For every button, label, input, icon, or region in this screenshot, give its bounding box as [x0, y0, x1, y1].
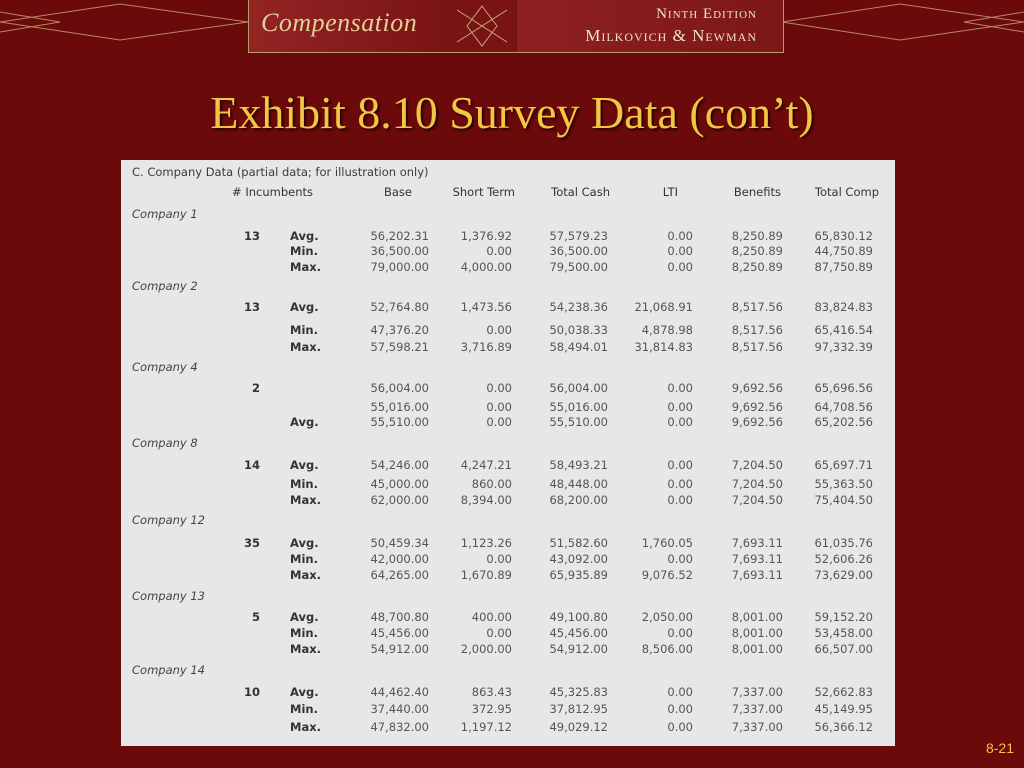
table-cell: 1,376.92 — [460, 229, 512, 243]
company-label: Company 2 — [132, 279, 198, 293]
table-cell: 79,000.00 — [370, 260, 429, 274]
table-cell: 1,760.05 — [641, 536, 693, 550]
table-cell: 45,000.00 — [370, 477, 429, 491]
table-cell: 8,517.56 — [731, 323, 783, 337]
table-cell: 2,050.00 — [641, 610, 693, 624]
company-label: Company 4 — [132, 360, 198, 374]
table-cell: 48,448.00 — [549, 477, 608, 491]
table-cell: 68,200.00 — [549, 493, 608, 507]
statistic-label: Max. — [290, 340, 321, 354]
table-cell: 31,814.83 — [634, 340, 693, 354]
table-cell: 52,764.80 — [370, 300, 429, 314]
table-cell: 42,000.00 — [370, 552, 429, 566]
table-cell: 97,332.39 — [814, 340, 873, 354]
incumbents-count: 2 — [251, 381, 260, 395]
statistic-label: Max. — [290, 568, 321, 582]
table-cell: 0.00 — [667, 400, 693, 414]
table-cell: 4,878.98 — [641, 323, 693, 337]
incumbents-count: 5 — [251, 610, 260, 624]
table-section-title: C. Company Data (partial data; for illustration only) — [132, 165, 429, 179]
table-cell: 9,076.52 — [641, 568, 693, 582]
column-header-total-cash: Total Cash — [551, 185, 610, 199]
table-cell: 1,123.26 — [460, 536, 512, 550]
table-cell: 59,152.20 — [814, 610, 873, 624]
table-cell: 45,456.00 — [370, 626, 429, 640]
table-cell: 65,935.89 — [549, 568, 608, 582]
table-cell: 65,830.12 — [814, 229, 873, 243]
table-cell: 50,459.34 — [370, 536, 429, 550]
table-cell: 0.00 — [667, 493, 693, 507]
statistic-label: Min. — [290, 626, 318, 640]
table-cell: 4,247.21 — [460, 458, 512, 472]
table-cell: 0.00 — [667, 685, 693, 699]
statistic-label: Avg. — [290, 610, 319, 624]
statistic-label: Avg. — [290, 229, 319, 243]
statistic-label: Max. — [290, 493, 321, 507]
table-cell: 9,692.56 — [731, 415, 783, 429]
table-cell: 83,824.83 — [814, 300, 873, 314]
column-header-base: Base — [383, 185, 412, 199]
company-label: Company 12 — [132, 513, 205, 527]
diamond-ornament-icon — [447, 0, 517, 52]
table-cell: 58,493.21 — [549, 458, 608, 472]
table-cell: 860.00 — [471, 477, 512, 491]
table-cell: 0.00 — [667, 552, 693, 566]
table-cell: 8,506.00 — [641, 642, 693, 656]
table-cell: 0.00 — [486, 400, 512, 414]
statistic-label: Max. — [290, 720, 321, 734]
table-cell: 45,456.00 — [549, 626, 608, 640]
table-cell: 56,202.31 — [370, 229, 429, 243]
table-cell: 1,197.12 — [460, 720, 512, 734]
table-cell: 0.00 — [667, 229, 693, 243]
statistic-label: Min. — [290, 552, 318, 566]
table-cell: 56,004.00 — [370, 381, 429, 395]
statistic-label: Min. — [290, 702, 318, 716]
table-cell: 54,246.00 — [370, 458, 429, 472]
table-cell: 0.00 — [486, 626, 512, 640]
table-cell: 65,416.54 — [814, 323, 873, 337]
table-cell: 8,517.56 — [731, 300, 783, 314]
table-cell: 7,204.50 — [731, 477, 783, 491]
table-cell: 54,912.00 — [370, 642, 429, 656]
banner-info-panel — [517, 0, 783, 52]
statistic-label: Avg. — [290, 415, 319, 429]
table-cell: 61,035.76 — [814, 536, 873, 550]
table-cell: 79,500.00 — [549, 260, 608, 274]
table-cell: 1,670.89 — [460, 568, 512, 582]
table-cell: 0.00 — [667, 702, 693, 716]
header-banner — [248, 0, 784, 53]
table-cell: 7,337.00 — [731, 720, 783, 734]
column-header-lti: LTI — [662, 185, 678, 199]
table-cell: 36,500.00 — [370, 244, 429, 258]
statistic-label: Min. — [290, 323, 318, 337]
table-cell: 8,250.89 — [731, 244, 783, 258]
table-cell: 7,337.00 — [731, 702, 783, 716]
table-cell: 0.00 — [667, 381, 693, 395]
table-cell: 51,582.60 — [549, 536, 608, 550]
table-cell: 57,598.21 — [370, 340, 429, 354]
table-cell: 0.00 — [667, 477, 693, 491]
column-header-incumbents: # Incumbents — [232, 185, 313, 199]
table-cell: 49,029.12 — [549, 720, 608, 734]
table-cell: 400.00 — [471, 610, 512, 624]
table-cell: 73,629.00 — [814, 568, 873, 582]
table-cell: 47,832.00 — [370, 720, 429, 734]
table-cell: 87,750.89 — [814, 260, 873, 274]
table-cell: 65,697.71 — [814, 458, 873, 472]
table-cell: 44,750.89 — [814, 244, 873, 258]
table-cell: 863.43 — [471, 685, 512, 699]
table-cell: 9,692.56 — [731, 400, 783, 414]
statistic-label: Avg. — [290, 536, 319, 550]
table-cell: 52,662.83 — [814, 685, 873, 699]
slide-number: 8-21 — [985, 740, 1014, 756]
table-cell: 36,500.00 — [549, 244, 608, 258]
statistic-label: Avg. — [290, 300, 319, 314]
table-cell: 57,579.23 — [549, 229, 608, 243]
table-cell: 8,001.00 — [731, 626, 783, 640]
table-cell: 45,149.95 — [814, 702, 873, 716]
table-cell: 0.00 — [667, 626, 693, 640]
table-cell: 52,606.26 — [814, 552, 873, 566]
table-cell: 56,004.00 — [549, 381, 608, 395]
table-cell: 4,000.00 — [460, 260, 512, 274]
table-cell: 62,000.00 — [370, 493, 429, 507]
company-label: Company 1 — [132, 207, 198, 221]
table-cell: 8,517.56 — [731, 340, 783, 354]
table-cell: 65,202.56 — [814, 415, 873, 429]
table-cell: 37,812.95 — [549, 702, 608, 716]
table-cell: 0.00 — [667, 244, 693, 258]
table-cell: 47,376.20 — [370, 323, 429, 337]
table-cell: 8,001.00 — [731, 610, 783, 624]
incumbents-count: 35 — [243, 536, 260, 550]
table-cell: 7,693.11 — [731, 552, 783, 566]
table-cell: 8,001.00 — [731, 642, 783, 656]
company-label: Company 13 — [132, 589, 205, 603]
compensation-logo: Compensation — [261, 8, 418, 37]
table-cell: 2,000.00 — [460, 642, 512, 656]
statistic-label: Avg. — [290, 458, 319, 472]
table-cell: 7,204.50 — [731, 458, 783, 472]
table-cell: 58,494.01 — [549, 340, 608, 354]
table-cell: 7,204.50 — [731, 493, 783, 507]
table-cell: 0.00 — [486, 323, 512, 337]
company-label: Company 14 — [132, 663, 205, 677]
statistic-label: Min. — [290, 244, 318, 258]
table-cell: 55,510.00 — [370, 415, 429, 429]
table-cell: 50,038.33 — [549, 323, 608, 337]
table-cell: 1,473.56 — [460, 300, 512, 314]
table-cell: 8,394.00 — [460, 493, 512, 507]
incumbents-count: 13 — [243, 229, 260, 243]
table-cell: 53,458.00 — [814, 626, 873, 640]
table-cell: 55,363.50 — [814, 477, 873, 491]
table-cell: 45,325.83 — [549, 685, 608, 699]
slide-title: Exhibit 8.10 Survey Data (con’t) — [210, 87, 814, 138]
table-cell: 0.00 — [667, 720, 693, 734]
incumbents-count: 13 — [243, 300, 260, 314]
company-label: Company 8 — [132, 436, 198, 450]
table-cell: 64,708.56 — [814, 400, 873, 414]
incumbents-count: 10 — [243, 685, 260, 699]
table-cell: 54,238.36 — [549, 300, 608, 314]
table-cell: 372.95 — [471, 702, 512, 716]
banner-ornament — [447, 0, 517, 52]
survey-data-table — [121, 160, 895, 746]
table-cell: 48,700.80 — [370, 610, 429, 624]
table-cell: 7,693.11 — [731, 536, 783, 550]
banner-logo-panel — [249, 0, 447, 52]
table-cell: 55,016.00 — [549, 400, 608, 414]
table-cell: 0.00 — [486, 415, 512, 429]
table-cell: 3,716.89 — [460, 340, 512, 354]
statistic-label: Max. — [290, 260, 321, 274]
column-header-total-comp: Total Comp — [814, 185, 879, 199]
table-cell: 0.00 — [486, 552, 512, 566]
column-header-short-term: Short Term — [452, 185, 515, 199]
column-header-benefits: Benefits — [733, 185, 781, 199]
table-cell: 9,692.56 — [731, 381, 783, 395]
table-cell: 7,337.00 — [731, 685, 783, 699]
authors-label: Milkovich & Newman — [585, 26, 757, 45]
table-cell: 21,068.91 — [634, 300, 693, 314]
table-cell: 0.00 — [667, 458, 693, 472]
table-cell: 0.00 — [667, 260, 693, 274]
table-cell: 55,510.00 — [549, 415, 608, 429]
table-cell: 56,366.12 — [814, 720, 873, 734]
table-cell: 44,462.40 — [370, 685, 429, 699]
statistic-label: Avg. — [290, 685, 319, 699]
table-cell: 66,507.00 — [814, 642, 873, 656]
table-cell: 49,100.80 — [549, 610, 608, 624]
table-cell: 8,250.89 — [731, 229, 783, 243]
incumbents-count: 14 — [243, 458, 260, 472]
table-cell: 65,696.56 — [814, 381, 873, 395]
table-cell: 64,265.00 — [370, 568, 429, 582]
table-cell: 0.00 — [486, 244, 512, 258]
table-cell: 37,440.00 — [370, 702, 429, 716]
table-cell: 0.00 — [486, 381, 512, 395]
table-cell: 8,250.89 — [731, 260, 783, 274]
edition-label: Ninth Edition — [656, 6, 757, 22]
table-cell: 54,912.00 — [549, 642, 608, 656]
table-cell: 43,092.00 — [549, 552, 608, 566]
table-cell: 55,016.00 — [370, 400, 429, 414]
statistic-label: Min. — [290, 477, 318, 491]
table-cell: 7,693.11 — [731, 568, 783, 582]
table-cell: 0.00 — [667, 415, 693, 429]
table-cell: 75,404.50 — [814, 493, 873, 507]
statistic-label: Max. — [290, 642, 321, 656]
